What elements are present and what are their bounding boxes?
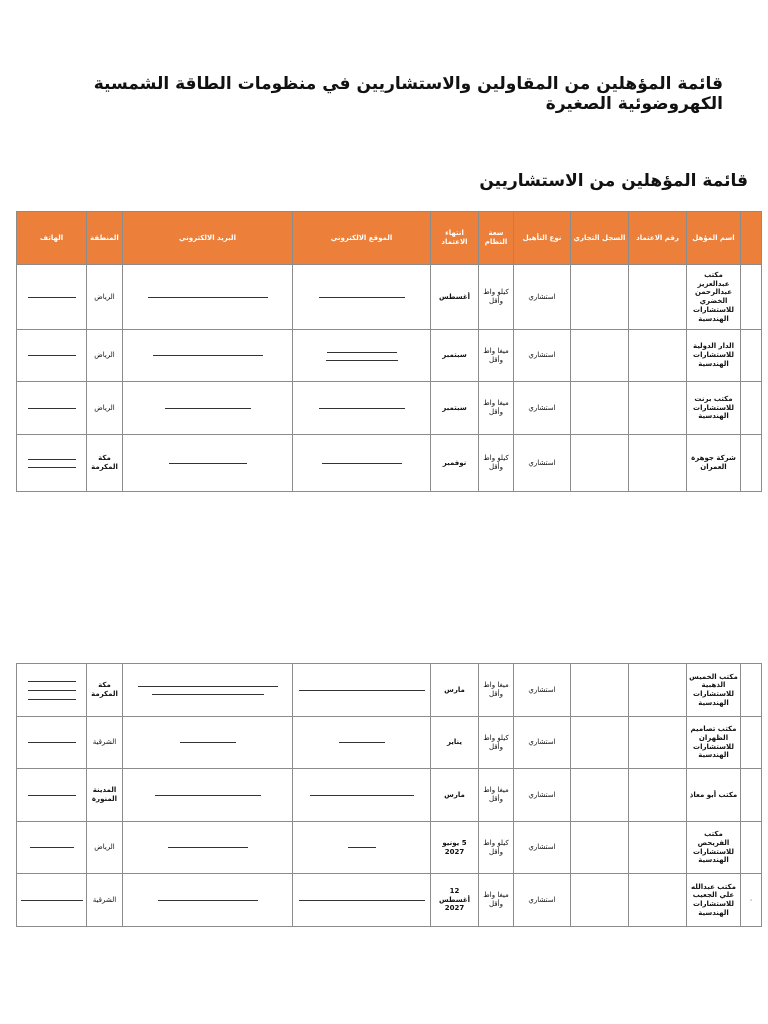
header-region: المنطقة [87,212,123,265]
consultants-table-continued [16,663,762,927]
redacted-line [148,296,268,298]
email-cell [123,435,293,492]
accreditation-end: مارس [431,769,479,822]
table-row [17,265,762,330]
accreditation-number-cell [629,717,687,769]
row-index [741,717,762,769]
qualification-type: استشاري [514,330,571,382]
qualified-name: مكتب الخميس الذهبية للاستشارات الهندسية [687,664,741,717]
website-cell [293,664,431,717]
website-cell [293,265,431,330]
redacted-line [327,351,397,353]
row-index [741,382,762,435]
accreditation-number-cell [629,769,687,822]
system-capacity: كيلو واط وأقل [479,435,514,492]
redacted-line [138,685,278,687]
qualification-type: استشاري [514,265,571,330]
phone-cell [17,664,87,717]
email-cell [123,265,293,330]
qualification-type: استشاري [514,382,571,435]
redacted-line [28,680,76,682]
row-index [741,822,762,874]
region: الرياض [87,822,123,874]
redacted-line [28,354,76,356]
header-system-capacity: سعة النظام [479,212,514,265]
system-capacity: كيلو واط وأقل [479,717,514,769]
qualification-type: استشاري [514,822,571,874]
website-cell [293,382,431,435]
system-capacity: ميغا واط وأقل [479,664,514,717]
redacted-line [326,359,398,361]
accreditation-number-cell [629,382,687,435]
redacted-line [28,794,76,796]
row-index [741,435,762,492]
redacted-line [168,846,248,848]
header-commercial-register: السجل التجاري [571,212,629,265]
phone-cell [17,382,87,435]
header-accreditation-number: رقم الاعتماد [629,212,687,265]
qualified-name: الدار الدولية للاستشارات الهندسية [687,330,741,382]
commercial-register-cell [571,664,629,717]
region: المدينة المنورة [87,769,123,822]
table-row [17,822,762,874]
commercial-register-cell [571,435,629,492]
phone-cell [17,874,87,927]
redacted-line [319,296,405,298]
redacted-line [28,296,76,298]
email-cell [123,330,293,382]
accreditation-end: سبتمبر [431,330,479,382]
website-cell [293,717,431,769]
table-row [17,717,762,769]
commercial-register-cell [571,717,629,769]
accreditation-end: أغسطس [431,265,479,330]
redacted-line [322,462,402,464]
system-capacity: ميغا واط وأقل [479,874,514,927]
commercial-register-cell [571,330,629,382]
accreditation-number-cell [629,435,687,492]
redacted-line [348,846,376,848]
website-cell [293,330,431,382]
email-cell [123,717,293,769]
section-title-consultants: قائمة المؤهلين من الاستشاريين [479,171,748,191]
accreditation-end: نوفمبر [431,435,479,492]
redacted-line [21,899,83,901]
commercial-register-cell [571,265,629,330]
header-accreditation-end: انتهاء الاعتماد [431,212,479,265]
redacted-line [28,458,76,460]
table-row [17,769,762,822]
accreditation-number-cell [629,822,687,874]
redacted-line [299,689,425,691]
row-index [741,769,762,822]
accreditation-number-cell [629,330,687,382]
redacted-line [180,741,236,743]
table-row [17,664,762,717]
accreditation-end: 5 يونيو 2027 [431,822,479,874]
qualified-name: مكتب الفريحص للاستشارات الهندسية [687,822,741,874]
accreditation-end: يناير [431,717,479,769]
qualification-type: استشاري [514,435,571,492]
document-title: قائمة المؤهلين من المقاولين والاستشاريين في منظومات الطاقة الشمسية الكهروضوئية الصغيرة [93,74,723,114]
header-qualification-type: نوع التأهيل [514,212,571,265]
redacted-line [152,693,264,695]
commercial-register-cell [571,822,629,874]
phone-cell [17,769,87,822]
redacted-line [28,698,76,700]
email-cell [123,382,293,435]
website-cell [293,435,431,492]
accreditation-number-cell [629,265,687,330]
header-website: الموقع الالكتروني [293,212,431,265]
row-index [741,330,762,382]
row-index [741,664,762,717]
phone-cell [17,330,87,382]
consultants-table [16,211,762,492]
qualification-type: استشاري [514,717,571,769]
qualified-name: مكتب عبدالعزيز عبدالرحمن الخضري للاستشارات الهندسية [687,265,741,330]
email-cell [123,664,293,717]
redacted-line [310,794,414,796]
redacted-line [339,741,385,743]
redacted-line [30,846,74,848]
qualified-name: مكتب برنت للاستشارات الهندسية [687,382,741,435]
system-capacity: كيلو واط وأقل [479,822,514,874]
qualified-name: مكتب أبو معاذ [687,769,741,822]
qualification-type: استشاري [514,769,571,822]
header-index [741,212,762,265]
redacted-line [28,741,76,743]
commercial-register-cell [571,769,629,822]
redacted-line [158,899,258,901]
redacted-line [28,466,76,468]
commercial-register-cell [571,382,629,435]
row-index [741,265,762,330]
qualified-name: مكتب عبدالله علي الجعيب للاستشارات الهندسية [687,874,741,927]
phone-cell [17,717,87,769]
redacted-line [299,899,425,901]
redacted-line [169,462,247,464]
header-email: البريد الالكتروني [123,212,293,265]
qualified-name: شركة جوهرة العمران [687,435,741,492]
redacted-line [165,407,251,409]
table-row [17,874,762,927]
row-index: ٠ [741,874,762,927]
table-row [17,382,762,435]
accreditation-end: سبتمبر [431,382,479,435]
region: الرياض [87,330,123,382]
phone-cell [17,435,87,492]
accreditation-number-cell [629,664,687,717]
system-capacity: كيلو واط وأقل [479,265,514,330]
commercial-register-cell [571,874,629,927]
accreditation-end: مارس [431,664,479,717]
header-phone: الهاتف [17,212,87,265]
region: الرياض [87,265,123,330]
accreditation-end: 12 أغسطس 2027 [431,874,479,927]
redacted-line [153,354,263,356]
redacted-line [28,689,76,691]
region: مكة المكرمة [87,435,123,492]
phone-cell [17,822,87,874]
table-row [17,435,762,492]
system-capacity: ميغا واط وأقل [479,382,514,435]
accreditation-number-cell [629,874,687,927]
website-cell [293,874,431,927]
qualification-type: استشاري [514,874,571,927]
website-cell [293,769,431,822]
qualified-name: مكتب تصاميم الظهران للاستشارات الهندسية [687,717,741,769]
email-cell [123,769,293,822]
system-capacity: ميغا واط وأقل [479,769,514,822]
region: الشرقية [87,717,123,769]
header-name: اسم المؤهل [687,212,741,265]
qualification-type: استشاري [514,664,571,717]
redacted-line [155,794,261,796]
email-cell [123,874,293,927]
redacted-line [319,407,405,409]
region: مكة المكرمة [87,664,123,717]
system-capacity: ميغا واط وأقل [479,330,514,382]
region: الرياض [87,382,123,435]
redacted-line [28,407,76,409]
email-cell [123,822,293,874]
website-cell [293,822,431,874]
table-header-row [17,212,762,265]
phone-cell [17,265,87,330]
region: الشرقية [87,874,123,927]
table-row [17,330,762,382]
